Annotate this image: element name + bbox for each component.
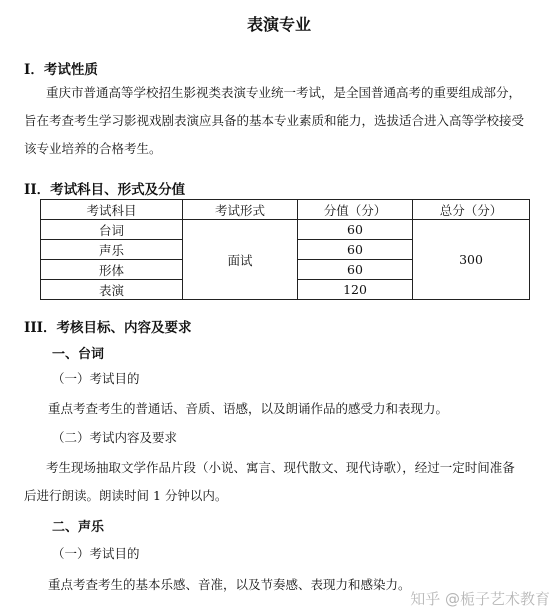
score-cell: 60 [298, 240, 413, 260]
column-header: 考试形式 [183, 200, 298, 220]
subject-cell: 台词 [41, 220, 183, 240]
paragraph-line: 后进行朗读。朗读时间 1 分钟以内。 [24, 488, 228, 503]
paragraph-line: 重点考查考生的普通话、音质、语感，以及朗诵作品的感受力和表现力。 [48, 401, 449, 416]
subject-cell: 形体 [41, 260, 183, 280]
column-header: 分值（分） [298, 200, 413, 220]
section-heading-nature: I．考试性质 [24, 62, 98, 78]
sub-heading: （一）考试目的 [52, 546, 140, 561]
score-table [40, 199, 530, 300]
section-heading-objectives: III．考核目标、内容及要求 [24, 320, 192, 336]
watermark: 知乎 @栀子艺术教育 [410, 590, 550, 608]
section-heading-subjects: II．考试科目、形式及分值 [24, 182, 186, 198]
sub-heading: （一）考试目的 [52, 371, 140, 386]
score-cell: 60 [298, 220, 413, 240]
subsection-heading-vocal: 二、声乐 [52, 520, 105, 535]
column-header: 考试科目 [41, 200, 183, 220]
paragraph-line: 重点考查考生的基本乐感、音准，以及节奏感、表现力和感染力。 [48, 577, 411, 592]
paragraph-line: 重庆市普通高等学校招生影视类表演专业统一考试，是全国普通高考的重要组成部分， [46, 85, 522, 100]
sub-heading: （二）考试内容及要求 [52, 430, 178, 445]
subject-cell: 声乐 [41, 240, 183, 260]
table-row [41, 220, 530, 240]
subsection-heading-lines: 一、台词 [52, 347, 105, 362]
paragraph-line: 该专业培养的合格考生。 [24, 141, 162, 156]
score-cell: 120 [298, 280, 413, 300]
paragraph-line: 旨在考查考生学习影视戏剧表演应具备的基本专业素质和能力，选拔适合进入高等学校接受 [24, 113, 525, 128]
subject-cell: 表演 [41, 280, 183, 300]
paragraph-line: 考生现场抽取文学作品片段（小说、寓言、现代散文、现代诗歌），经过一定时间准备 [46, 460, 515, 475]
page-title: 表演专业 [246, 15, 311, 34]
form-cell: 面试 [183, 220, 298, 300]
score-cell: 60 [298, 260, 413, 280]
column-header: 总分（分） [413, 200, 530, 220]
total-cell: 300 [413, 220, 530, 300]
table-header-row [41, 200, 530, 220]
